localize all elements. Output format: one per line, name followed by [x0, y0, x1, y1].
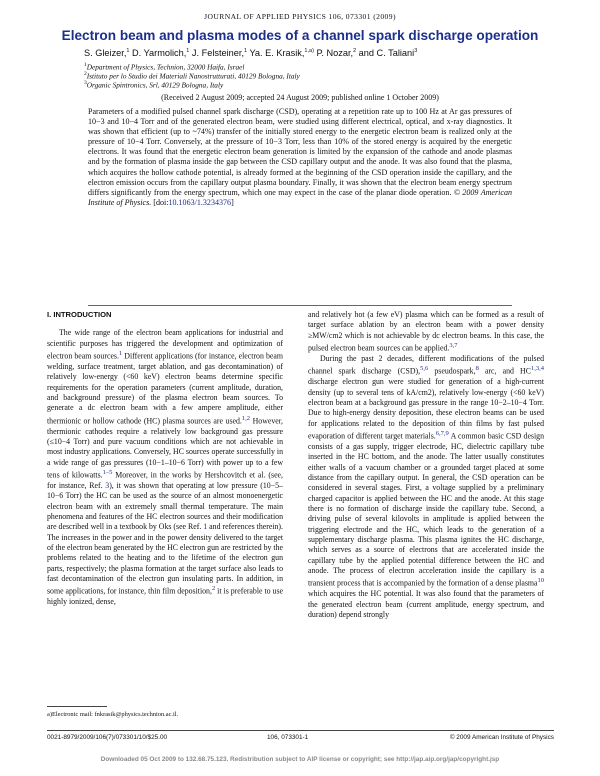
download-notice: Downloaded 05 Oct 2009 to 132.68.75.123. Redistribution subject to AIP license or copyright; see http://jap.aip.org/jap/copyright.jsp	[100, 756, 500, 763]
body-text: and references therein). The increases in the power and in the power density delivered to the target of the electron beam generated by the HC electron gun are restricted by the problems related to the heating and to the lifetime of the electron gun parts, respectively; the plasma formation at the target surface also leads to fast decontamination of the electron gun insulating parts. In addition, in some applications, for instance, thin film deposition,	[47, 522, 284, 597]
reference-link[interactable]: 5,6	[420, 365, 429, 373]
journal-header: JOURNAL OF APPLIED PHYSICS 106, 073301 (2009)	[204, 12, 396, 21]
left-column	[47, 310, 283, 608]
reference-link[interactable]: 1–5	[102, 469, 113, 477]
reference-link[interactable]: 1	[203, 522, 208, 532]
author-list	[84, 48, 417, 58]
right-column	[308, 310, 544, 620]
affiliation-text: Department of Physics, Technion, 32000 Haifa, Israel	[86, 62, 245, 72]
section-heading: I. INTRODUCTION	[47, 310, 112, 319]
affiliation-3	[84, 80, 223, 89]
affiliation-marker: 1	[84, 62, 87, 68]
affiliation-marker: 1	[126, 48, 130, 54]
affiliation-2	[84, 71, 300, 80]
affiliation-marker: 1	[244, 48, 248, 54]
author-name: Ya. E. Krasik,	[247, 48, 305, 59]
reference-link[interactable]: 8	[475, 365, 479, 373]
received-dates: (Received 2 August 2009; accepted 24 August 2009; published online 1 October 2009)	[161, 93, 439, 102]
body-text: However, thermionic cathodes require a relatively low background gas pressure (≤10−4 Torr) and pure vacuum conditions which are not achievable in most industry applications. Conversely, HC sources operate successfully in a wide range of gas pressures (10−1–10−6 Torr) with power up to a few tens of kilowatts.	[47, 416, 284, 480]
reference-link[interactable]: 10	[537, 577, 544, 585]
body-text: pseudospark,	[428, 366, 476, 376]
author-name: J. Felsteiner,	[189, 48, 244, 59]
doi-prefix: [doi:	[151, 197, 169, 207]
affiliation-marker: 3	[414, 48, 418, 54]
abstract-rule	[88, 305, 512, 306]
affiliation-text: Organic Spintronics, Srl, 40129 Bologna, Italy	[86, 80, 224, 90]
affiliation-text: Istituto per lo Studio dei Materiali Nanostrutturati, 40129 Bologna, Italy	[86, 71, 300, 81]
footnote: a)Electronic mail: fnkrasik@physics.technion.ac.il.	[47, 711, 179, 718]
affiliation-marker: 1	[186, 48, 190, 54]
reference-link[interactable]: 1,3,4	[530, 365, 544, 373]
body-text: discharge electron gun were studied for generation of a high-current density (up to several tens of kA/cm2), relatively low-energy (<60 keV) electron beam at a background gas pressure in the range 10−2–10−4 Torr. Due to high-energy density deposition, these electron beams can be used for applications related to the deposition of thin films by fast pulsed evaporation of different target materials.	[308, 377, 544, 441]
affiliation-marker: 3	[84, 80, 87, 86]
reference-link[interactable]: 2	[211, 585, 216, 593]
footer-page-number: 106, 073301-1	[267, 734, 309, 741]
reference-link[interactable]: 3,7	[449, 342, 458, 350]
reference-link[interactable]: 3	[105, 480, 110, 490]
affiliation-1	[84, 62, 244, 71]
abstract-copyright: © 2009 American Institute of Physics.	[88, 187, 512, 207]
body-text: The wide range of the electron beam applications for industrial and scientific purposes has triggered the development and optimization of electron beam sources.	[47, 328, 283, 361]
intro-paragraph	[47, 328, 283, 607]
body-text: Different applications (for instance, electron beam welding, surface treatment, target ablation, and gas decontamination) of relatively low-energy (<60 keV) electron beams determine specific requirements for the operation parameters (current amplitude, duration, and background pressure) of the plasma electron beam sources. To generate a dc electron beam with a few ampere amplitude, either thermionic or hollow cathode (HC) plasma sources are used.	[47, 351, 283, 426]
footer-rule	[47, 730, 554, 731]
body-text: and relatively hot (a few eV) plasma which can be formed as a result of target surface ablation by an electron beam with a power density ≥MW/cm2 which is not achievable by dc electron beams. In this case, the pulsed electron beam sources can be applied.	[308, 310, 544, 353]
body-text: arc, and HC	[478, 366, 531, 376]
body-paragraph	[308, 354, 544, 620]
affiliation-marker: 1,a)	[304, 48, 314, 54]
affiliation-marker: 2	[353, 48, 357, 54]
affiliation-marker: 2	[84, 71, 87, 77]
article-title: Electron beam and plasma modes of a channel spark discharge operation	[61, 28, 539, 43]
doi-link[interactable]: 10.1063/1.3234376	[168, 197, 232, 207]
doi-suffix: ]	[231, 197, 234, 207]
author-name: and C. Taliani	[356, 48, 415, 59]
author-name: P. Nozar,	[313, 48, 354, 59]
reference-link[interactable]: 1	[118, 350, 123, 358]
author-name: D. Yarmolich,	[129, 48, 187, 59]
continued-paragraph	[308, 310, 544, 354]
body-text: Moreover, in the works by Hershcovitch et al. (see, for instance, Ref.	[47, 470, 283, 490]
body-text: ), it was shown that operating at low pressure (10−5–10−6 Torr) the HC can be used as the source of an almost monoenergetic electron beam with an extremely small thermal temperature. The main phenomena and features of the HC electron sources and their modification are described well in a textbook by Oks (see Ref.	[47, 480, 283, 532]
reference-link[interactable]: 1,2	[241, 414, 251, 422]
author-name: S. Gleizer,	[84, 48, 127, 59]
reference-link[interactable]: 6,7,9	[435, 430, 449, 437]
abstract-body: Parameters of a modified pulsed channel spark discharge (CSD), operating at a repetition rate up to 100 Hz at Ar gas pressures of 10−3 and 10−4 Torr and of the generated electron beam, were studied using different electrical, optical, and x-ray diagnostics. It was shown that efficient (up to ~74%) transfer of the initially stored energy to the energetic electron beam is realized only at the pressure of 10−4 Torr. Conversely, at the pressure of 10−3 Torr, less than 10% of the stored energy is acquired by the energetic electrons. It was found that the energetic electron beam generation is limited by the expansion of the cathode and anode plasmas and by the formation of plasma inside the gap between the CSD capillary output and the anode. It was also found that the plasma, which acquires the hollow cathode potential, is already formed at the beginning of the CSD operation inside the capillary, and the electron emission occurs from the capillary output plasma boundary. Finally, it was shown that the electron beam energy spectrum differs significantly from the energy spectrum, which one may expect in the case of the planar diode operation.	[88, 107, 512, 197]
footnote-rule	[47, 706, 107, 707]
body-text: which acquires the HC potential. It was also found that the parameters of the generated electron beam (current amplitude, energy spectrum, and duration) depend strongly	[308, 589, 544, 620]
body-text: During the past 2 decades, different modifications of the pulsed channel spark discharge (CSD),	[308, 353, 544, 376]
footer-copyright: © 2009 American Institute of Physics	[449, 734, 554, 741]
abstract	[88, 107, 512, 208]
body-text: A common basic CSD design consists of a gas supply, trigger electrode, HC, dielectric capillary tube inserted in the HC bottom, and the anode. The latter usually constitutes either walls of a vacuum chamber or a grounded target placed at some distance from the capillary output. In general, the CSD operation can be considered in several stages. First, a voltage supplied by a preliminary charged capacitor is applied between the HC and the anode. At this stage there is no formation of discharge inside the capillary tube. Second, a driving pulse of several kilovolts in amplitude is applied between the triggering electrode and the HC, which leads to the generation of a supplementary discharge plasma. This plasma ignites the HC discharge, which serves as a source of electrons that are accelerated inside the capillary tube by the applied potential difference between the HC and anode. The process of electron acceleration inside the capillary is a transient process that is accompanied by the formation of a dense plasma	[308, 431, 545, 589]
footer-issn: 0021-8979/2009/106(7)/073301/10/$25.00	[47, 734, 168, 741]
body-text: it is preferable to use highly ionized, dense,	[47, 587, 283, 607]
